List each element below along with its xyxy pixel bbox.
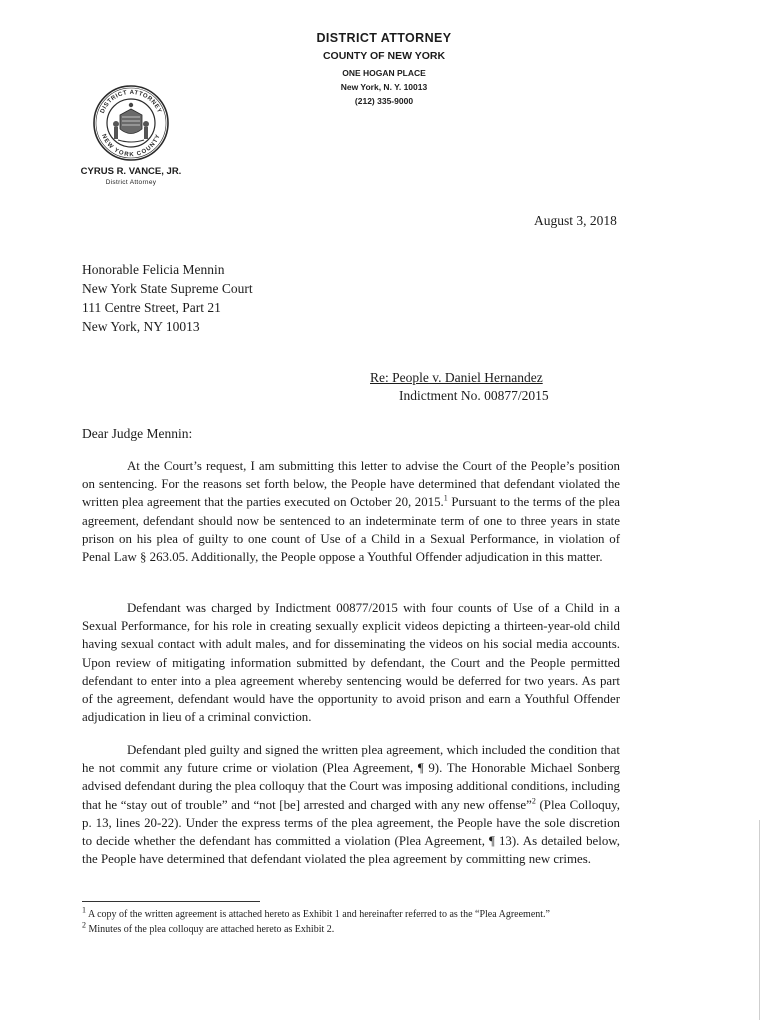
footnote-2-mark: 2 <box>82 920 86 930</box>
office-county: COUNTY OF NEW YORK <box>322 50 446 62</box>
letter-date: August 3, 2018 <box>534 213 617 228</box>
addressee-block <box>82 260 253 336</box>
footnote-divider <box>82 901 260 902</box>
office-title: DISTRICT ATTORNEY <box>316 31 452 45</box>
addressee-name: Honorable Felicia Mennin <box>82 262 225 277</box>
body-paragraph-1-text-b: Pursuant to the terms of the plea agreement, defendant should now be sentenced to an indeterminate term of one to three years in state prison on his plea of guilty to one count of Use of a Child in a Sexual Performance, in violation of Penal Law § 263.05. Additionally, the People oppose a Youthful Offender adjudication in this matter. <box>82 495 621 565</box>
footnote-1-mark: 1 <box>82 905 86 915</box>
body-paragraph-3-text-a: Defendant pled guilty and signed the written plea agreement, which included the condition that he not commit any future crime or violation (Plea Agreement, ¶ 9). The Honorable Michael Sonberg advised defendant during the plea colloquy that the Court was imposing additional conditions, including that he “stay out of trouble” and “not [be] arrested and charged with any new offense” <box>82 743 620 812</box>
reference-block <box>370 369 549 405</box>
footnote-2-text: Minutes of the plea colloquy are attached hereto as Exhibit 2. <box>86 924 335 935</box>
office-address-line1: ONE HOGAN PLACE <box>342 68 426 78</box>
district-attorney-title: District Attorney <box>105 179 157 186</box>
reference-indictment: Indictment No. 00877/2015 <box>399 388 549 403</box>
scan-edge-line <box>759 820 760 1020</box>
reference-case: Re: People v. Daniel Hernandez <box>370 370 543 385</box>
body-paragraph-3-text-b: (Plea Colloquy, p. 13, lines 20-22). Under the express terms of the plea agreement, the People have the sole discretion to decide whether the defendant has committed a violation (Plea Agreement, ¶ 13). As detailed below, the People have determined that defendant violated the plea agreement by committing new crimes. <box>82 797 620 867</box>
svg-text:NEW YORK COUNTY: NEW YORK COUNTY <box>100 133 162 159</box>
salutation: Dear Judge Mennin: <box>82 426 193 441</box>
body-paragraph-1-text-a: At the Court’s request, I am submitting this letter to advise the Court of the People’s position on sentencing. For the reasons set forth below, the People have determined that defendant violated the written plea agreement that the parties executed on October 20, 2015. <box>82 459 620 510</box>
addressee-city: New York, NY 10013 <box>82 319 200 334</box>
footnote-1-text: A copy of the written agreement is attached hereto as Exhibit 1 and hereinafter referred to as the “Plea Agreement.” <box>86 909 550 920</box>
footnote-1 <box>82 905 550 920</box>
addressee-street: 111 Centre Street, Part 21 <box>82 300 221 315</box>
office-phone: (212) 335-9000 <box>354 96 414 106</box>
body-paragraph-2: Defendant was charged by Indictment 00877/2015 with four counts of Use of a Child in a Sexual Performance, for his role in creating sexually explicit videos depicting a thirteen-year-old child having sexual contact with adult males, and for disseminating the videos on his social media accounts. Upon review of mitigating information submitted by defendant, the Court and the People permitted defendant to enter into a plea agreement whereby sentencing would be deferred for two years. As part of the agreement, defendant would have the opportunity to avoid prison and earn a Youthful Offender adjudication in lieu of a criminal conviction. <box>82 601 620 725</box>
body-paragraph-3 <box>82 741 620 868</box>
district-attorney-seal-icon <box>92 84 170 162</box>
body-paragraph-1 <box>82 457 620 566</box>
office-address-line2: New York, N. Y. 10013 <box>340 82 428 92</box>
footnote-ref-1: 1 <box>443 494 448 504</box>
district-attorney-name: CYRUS R. VANCE, JR. <box>80 166 182 177</box>
footnote-2 <box>82 920 335 935</box>
addressee-court: New York State Supreme Court <box>82 281 253 296</box>
svg-text:DISTRICT ATTORNEY: DISTRICT ATTORNEY <box>99 89 163 115</box>
footnote-ref-2: 2 <box>531 796 536 806</box>
